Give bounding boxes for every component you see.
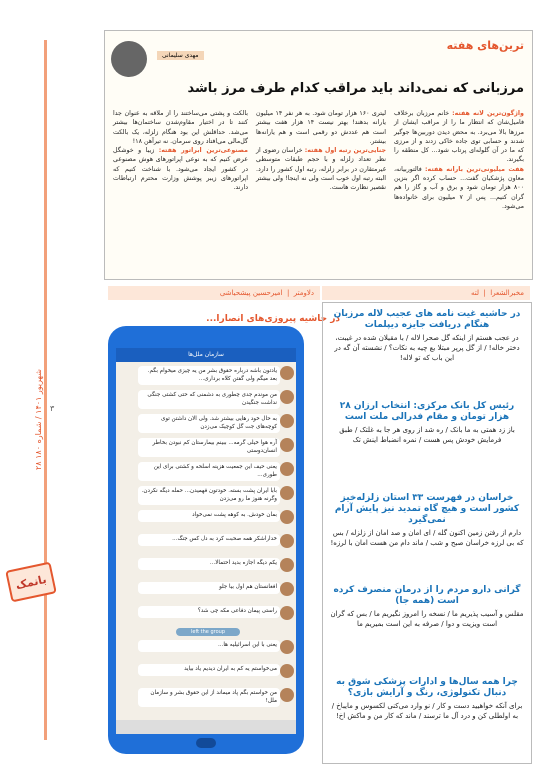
poem-verse: در عجب هستم از اینکه گل صحرا لاله / با مقیلان شده در غیبت، دختر خاله! / از گل پرپر مبتلا بع چیه به نکات؟ / نشسته آن گه در این باب که تو لاله!: [334, 334, 520, 362]
chat-avatar: [280, 534, 294, 548]
text-column-1: [394, 109, 524, 211]
chat-message: یعنی حیف این جمعیت هزینه اسلحه و کشتی برای این طوری...: [138, 462, 280, 481]
column-tag: ترین‌های هفته: [446, 39, 524, 52]
poem-item: [329, 585, 525, 629]
poem-item: [329, 309, 525, 363]
poetry-column: [322, 302, 532, 764]
headline: مرزبانی که نمی‌داند باید مراقب کدام طرف مرز باشد: [187, 81, 524, 96]
chat-message: بابا ایران پشت بسته. خودتون فهمیدن... حمله دیگه نکردن. وگرنه هنوز ما رو می‌زدن: [138, 486, 280, 505]
chat-avatar: [280, 390, 294, 404]
chat-avatar: [280, 582, 294, 596]
chat-message: بمان خودش. به کوهه پشت نمی‌خواد: [138, 510, 280, 522]
chat-message: من موندم جدی چطوری به دشمنی که حتی کشتی جنگی نداشت جنگیدن: [138, 390, 280, 409]
home-button: [196, 738, 216, 748]
publication-logo: بانمک: [5, 562, 57, 603]
chat-message: یکم دیگه اجازه بدید احتمالا...: [138, 558, 280, 570]
strip-rule: [44, 40, 47, 740]
chat-avatar: [280, 558, 294, 572]
system-notice: left the group: [176, 628, 240, 636]
text-column-2: [256, 109, 386, 193]
poem-verse: باز زد همتی به ما بانک / ره شد از روی هر جا به غلتک / طبق فرمایش خودش پس هست / نمره انضباط اینش تک: [339, 426, 515, 444]
chat-message: من خواستم بگم پاد میماند از این حقوق بشر و سازمان ملل!: [138, 688, 280, 707]
side-strip: [0, 0, 68, 782]
phone-mockup: [108, 326, 304, 754]
col1b-text: فالتوربیانه، معاون پژشکیان گفت... حساب کرده اگر بنزین ۸۰۰ هزار تومان شود و برق و آب و گاز را هم گران کنیم... پس از ۷ میلیون برای خانواده‌ها می‌شود.: [394, 165, 524, 210]
chat-header: سازمان ملل‌ها: [116, 348, 296, 362]
chat-message: آره هوا خیلی گرمه... ببینم بیمارستان کم نبودن بخاطر انسان‌دوستی: [138, 438, 280, 457]
chat-avatar: [280, 438, 294, 452]
poem-headline: گرانی دارو مردم را از درمان منصرف کرده است (همه جا): [333, 585, 521, 606]
chat-message: راستی پیمان دفاعی مکه چی شد؟: [138, 606, 280, 618]
chat-avatar: [280, 510, 294, 524]
chat-avatar: [280, 366, 294, 380]
poem-headline: خراسان در فهرست ۳۳ استان زلزله‌خیز کشور است و هیچ گاه تمدید نیز پایش آرام نمی‌گیرد: [334, 493, 520, 525]
right-banner-tag: مخبرالشعرا: [490, 289, 524, 297]
chat-avatar: [280, 486, 294, 500]
phone-screen: [116, 348, 296, 734]
chat-message: خداراشکر همه صحبت کرد به دل کس جنگ...: [138, 534, 280, 546]
chat-avatar: [280, 664, 294, 678]
poem-headline: در حاشیه غیت نامه های عجیب لاله مرزبان هنگام دریافت جایزه دیپلمات: [333, 309, 521, 330]
poem-verse: برای آنکه خواهیید دست و کار / نو وارد می‌کنی لکسوس و مایباخ / به اولطلی کن و درد آل ما ترسند / ماند که کار من و ماکش اخ!: [331, 702, 523, 720]
chat-message: یعنی با این اسرائیلیه ها...: [138, 640, 280, 652]
chat-avatar: [280, 414, 294, 428]
left-banner-author: امیرحسین پیشحیاشی: [219, 289, 283, 297]
col1-lead: واژگون‌ترین لانه هفته:: [452, 110, 524, 117]
col3-lead: مصنوعی‌ترین ابراتور هفته:: [158, 147, 248, 155]
author-name: مهدی سلیمانی: [157, 51, 204, 60]
poem-item: [329, 493, 525, 548]
chat-message: افغانستان هم اول بیا جلو: [138, 582, 280, 594]
col2b-text: خراسان رضوی از نظر تعداد زلزله و با حجم طبقات متوسطی غیرمتقارن در برابر زلزله، رتبه اول کشور را دارد. البته رتبه اول خوب است ولی نه اینجا! ولی بیشتر نقصیر نظارت هاست.: [256, 147, 386, 192]
poem-verse: مقلس و آسیب پذیریم ما / نسخه را امروز نگیریم ما / بس که گران است ویزیت و دوا / صرفه به این است بمیریم ما: [330, 610, 524, 628]
col2b-lead: جنایی‌ترین رتبه اول هفته:: [304, 147, 386, 155]
left-banner-tag: دلاومتر: [293, 289, 314, 297]
chat-message: می‌خواستم یه کم به ایران دیدیم یاد بیاید: [138, 664, 280, 676]
top-article: [104, 30, 533, 280]
col1-text: خانم مرزبان برخلاف فامیل‌شان که انتظار ما را از مراقب ایشان از مرزها بالا می‌برد. به محض دیدن دوربین‌ها جوگیر شدند و حسابی توی جاده خاکی زدند و از مرزی که ما در آن گلوله‌ای پرتاب شود... کل منطقه را بگیرند.: [394, 110, 524, 164]
author-avatar: [111, 41, 147, 77]
chat-avatar: [280, 640, 294, 654]
chat-avatar: [280, 688, 294, 702]
poem-headline: رئیس کل بانک مرکزی: انتخاب ارزان ۲۸ هزار تومان و مقام فدرالی ملت است: [339, 401, 515, 422]
chat-message: یادتون باشه درباره حقوق بشر من یه چیزی میخوام بگم. بعد میگم ولی گفتن کلاه برداری...: [138, 366, 280, 385]
page-number: ۳: [50, 404, 55, 413]
poem-item: [329, 677, 525, 721]
phone-section-title: در حاشیه پیروزی‌های انصارا...: [206, 314, 340, 324]
poem-verse: دارم از رفتن زمین اکنون گله / ای امان و صد امان از زلزله / بس که بی لرزه خراسان صبح و شب / ماند دام من هست امان با لرزه!: [330, 529, 524, 547]
chat-avatar: [280, 462, 294, 476]
poem-headline: چرا همه سال‌ها و ادارات پزشکی شوق به دنبال تکنولوژی، رنگ و آرایش بازی؟: [336, 677, 518, 698]
chat-message: به حال خود رهایی بیشتر شد. ولی الان داشتن توی کوچه‌های جت گل کوچیک می‌زدن: [138, 414, 280, 433]
col3-text: زیبا و خوشگل عرض کنیم که به نوعی اپراتورهای هوش مصنوعی در کشور ایجاد می‌شود. با شناخت کنیم که اپراتورهای زیبر پوشش وزارت محترم ارتباطات دارند.: [113, 147, 248, 192]
col1b-lead: هفت میلیونی‌ترین بارانه هفته:: [425, 165, 524, 173]
chat-input-bar: [116, 720, 296, 734]
text-column-3: [113, 109, 248, 193]
top-header: [105, 31, 532, 77]
col3b-text: بالکت و پشتی می‌ساختند را از ملاقه به عنوان جدا کنند تا در اختیار مقاوم‌شدن ساختمان‌ها بیشتر می‌شد. حداقلش این بود هنگام زلزله، یک بالکت گل‌مالی می‌افتاد روی سرمان. نه تیرآهن ۱۸!: [113, 110, 248, 145]
issue-info: ۲۸ شهریور ۱۴۰۱ / شماره ۱۸۰: [34, 369, 43, 470]
left-section-banner: دلاومتر | امیرحسین پیشحیاشی: [108, 286, 320, 300]
poem-item: [329, 401, 525, 445]
right-section-banner: مخبرالشعرا | لته: [322, 286, 530, 300]
chat-avatar: [280, 606, 294, 620]
right-banner-title: لته: [470, 289, 479, 297]
col2-text: لیتری ۱۶۰ هزار تومان شود. به هر نفر ۱۴ میلیون یارانه بدهند! بهتر نیست ۱۴ هزار هفت بیشتر است هم عددش دو رقمی است و هم یارانه‌ها بیشتر.: [256, 110, 386, 145]
